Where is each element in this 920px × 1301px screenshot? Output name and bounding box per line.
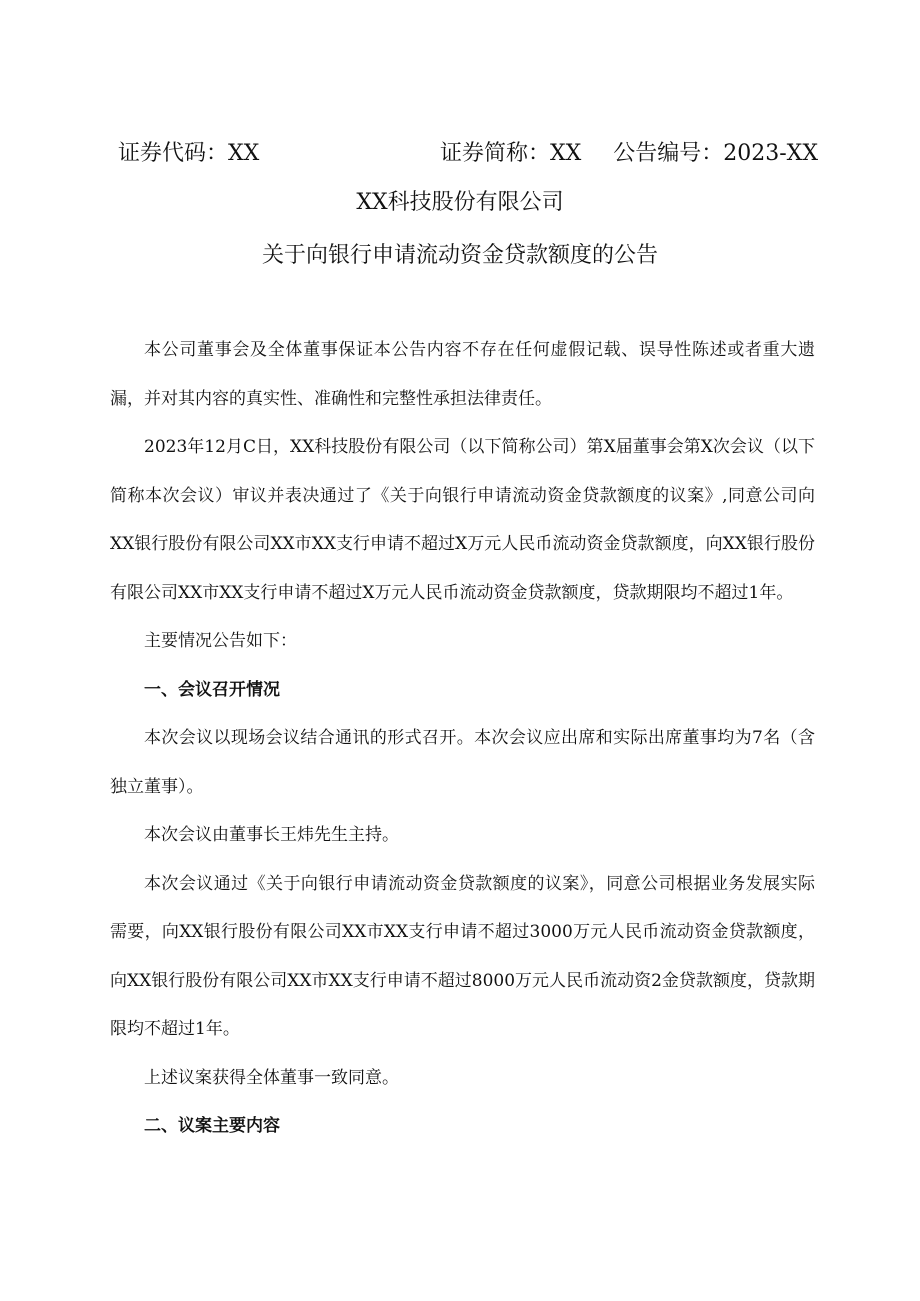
board-resolution-paragraph: 2023年12月C日，XX科技股份有限公司（以下简称公司）第X届董事会第X次会议（以下简称本次会议）审议并表决通过了《关于向银行申请流动资金贷款额度的议案》,同意公司向XX银行股份有限公司XX市XX支行申请不超过X万元人民币流动资金贷款额度，向XX银行股份有限公司XX市XX支行申请不超过X万元人民币流动资金贷款额度，贷款期限均不超过1年。 (110, 437, 815, 603)
approval-paragraph: 上述议案获得全体董事一致同意。 (144, 1067, 399, 1088)
stock-code: 证券代码：XX (118, 141, 260, 166)
document-title: 关于向银行申请流动资金贷款额度的公告 (261, 243, 658, 268)
intro-paragraph: 主要情况公告如下： (144, 631, 297, 651)
section-heading-meeting: 一、会议召开情况 (144, 679, 280, 700)
section-heading-proposal: 二、议案主要内容 (144, 1116, 280, 1136)
disclaimer-paragraph: 本公司董事会及全体董事保证本公告内容不存在任何虚假记载、误导性陈述或者重大遗漏，并对其内容的真实性、准确性和完整性承担法律责任。 (110, 340, 815, 409)
company-name: XX科技股份有限公司 (356, 190, 564, 215)
resolution-detail-paragraph: 本次会议通过《关于向银行申请流动资金贷款额度的议案》，同意公司根据业务发展实际需要，向XX银行股份有限公司XX市XX支行申请不超过3000万元人民币流动资金贷款额度，向XX银行股份有限公司XX市XX支行申请不超过8000万元人民币流动资2金贷款额度，贷款期限均不超过1年。 (110, 873, 815, 1039)
meeting-format-paragraph: 本次会议以现场会议结合通讯的形式召开。本次会议应出席和实际出席董事均为7名（含独立董事）。 (110, 728, 815, 797)
announcement-body (110, 326, 815, 1151)
announcement-number: 公告编号：2023-XX (613, 141, 818, 166)
meeting-chair-paragraph: 本次会议由董事长王炜先生主持。 (144, 825, 399, 845)
announcement-header (118, 136, 818, 168)
stock-abbreviation: 证券简称：XX (440, 141, 582, 166)
